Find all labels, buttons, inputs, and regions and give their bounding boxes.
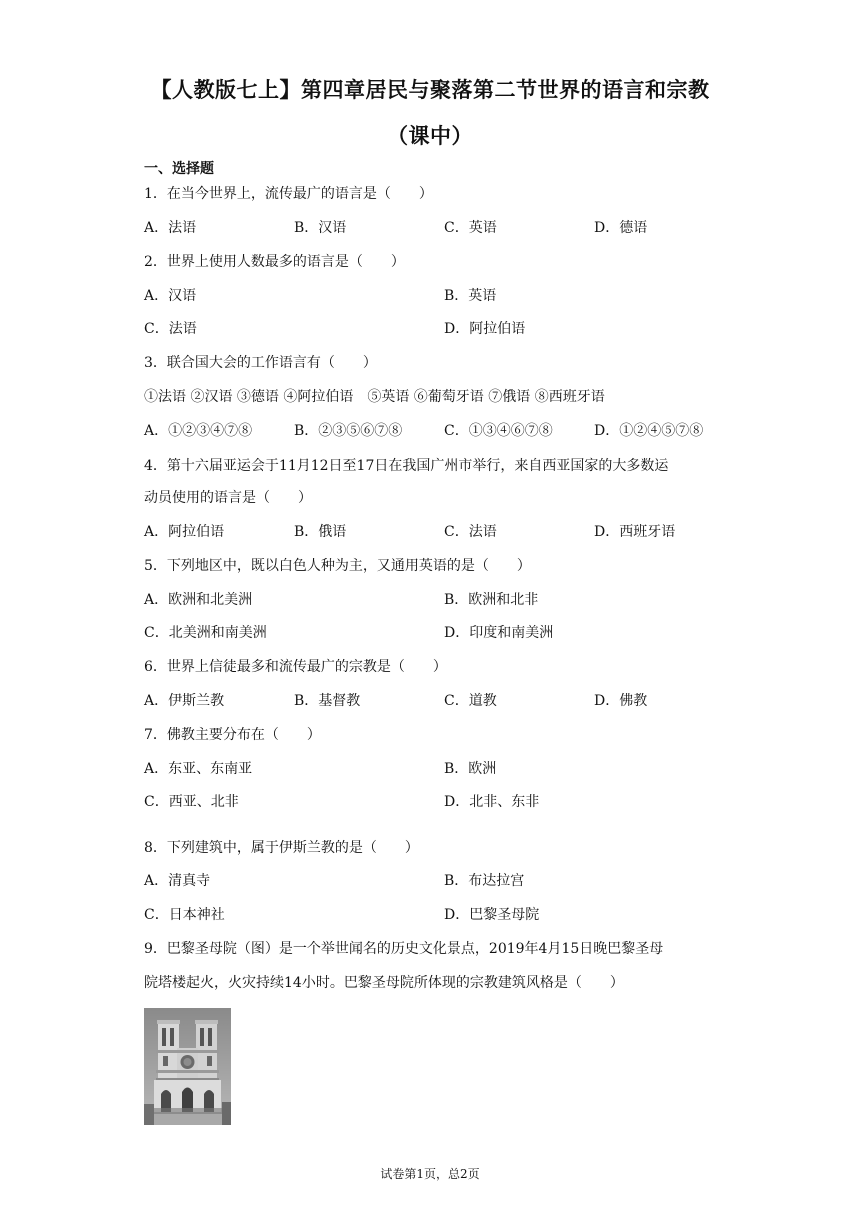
question-5-stem: 5．下列地区中，既以白色人种为主，又通用英语的是（ ） xyxy=(144,558,531,574)
question-8-stem: 8．下列建筑中，属于伊斯兰教的是（ ） xyxy=(144,840,419,856)
question-3-stem: 3．联合国大会的工作语言有（ ） xyxy=(144,355,377,371)
q5-option-b: B．欧洲和北非 xyxy=(444,592,539,608)
question-4-stem-cont: 动员使用的语言是（ ） xyxy=(144,490,312,506)
title-line-1: 【人教版七上】第四章居民与聚落第二节世界的语言和宗教 xyxy=(150,78,710,102)
q2-option-c: C．法语 xyxy=(144,321,197,337)
question-4-stem: 4．第十六届亚运会于11月12日至17日在我国广州市举行，来自西亚国家的大多数运 xyxy=(144,458,669,474)
q6-option-b: B．基督教 xyxy=(294,693,361,709)
question-2-stem: 2．世界上使用人数最多的语言是（ ） xyxy=(144,254,405,270)
q7-option-b: B．欧洲 xyxy=(444,761,497,777)
q3-option-b: B．②③⑤⑥⑦⑧ xyxy=(294,423,403,439)
q5-option-c: C．北美洲和南美洲 xyxy=(144,625,267,641)
q5-option-a: A．欧洲和北美洲 xyxy=(144,592,253,608)
title-line-2: （课中） xyxy=(387,124,473,148)
q4-option-a: A．阿拉伯语 xyxy=(144,524,225,540)
q1-option-c: C．英语 xyxy=(444,220,497,236)
q8-option-c: C．日本神社 xyxy=(144,907,225,923)
question-7-stem: 7．佛教主要分布在（ ） xyxy=(144,727,321,743)
q2-option-b: B．英语 xyxy=(444,288,497,304)
q7-option-d: D．北非、东非 xyxy=(444,794,540,810)
page-footer: 试卷第1页，总2页 xyxy=(380,1167,480,1181)
q3-option-c: C．①③④⑥⑦⑧ xyxy=(444,423,553,439)
q2-option-d: D．阿拉伯语 xyxy=(444,321,526,337)
q3-option-a: A．①②③④⑦⑧ xyxy=(144,423,253,439)
q1-option-d: D．德语 xyxy=(594,220,648,236)
question-9-stem-cont: 院塔楼起火，火灾持续14小时。巴黎圣母院所体现的宗教建筑风格是（ ） xyxy=(144,975,624,991)
q8-option-a: A．清真寺 xyxy=(144,873,211,889)
q1-option-a: A．法语 xyxy=(144,220,197,236)
q8-option-d: D．巴黎圣母院 xyxy=(444,907,540,923)
question-1-stem: 1．在当今世界上，流传最广的语言是（ ） xyxy=(144,186,433,202)
q2-option-a: A．汉语 xyxy=(144,288,197,304)
q7-option-c: C．西亚、北非 xyxy=(144,794,239,810)
q4-option-c: C．法语 xyxy=(444,524,497,540)
q8-option-b: B．布达拉宫 xyxy=(444,873,525,889)
section-heading: 一、选择题 xyxy=(144,161,214,177)
question-3-choices: ①法语 ②汉语 ③德语 ④阿拉伯语 ⑤英语 ⑥葡萄牙语 ⑦俄语 ⑧西班牙语 xyxy=(144,389,605,405)
question-6-stem: 6．世界上信徒最多和流传最广的宗教是（ ） xyxy=(144,659,447,675)
q6-option-c: C．道教 xyxy=(444,693,497,709)
q6-option-d: D．佛教 xyxy=(594,693,648,709)
notre-dame-photo xyxy=(144,1008,231,1125)
q4-option-b: B．俄语 xyxy=(294,524,347,540)
q4-option-d: D．西班牙语 xyxy=(594,524,676,540)
q5-option-d: D．印度和南美洲 xyxy=(444,625,554,641)
q3-option-d: D．①②④⑤⑦⑧ xyxy=(594,423,704,439)
q1-option-b: B．汉语 xyxy=(294,220,347,236)
q6-option-a: A．伊斯兰教 xyxy=(144,693,225,709)
q7-option-a: A．东亚、东南亚 xyxy=(144,761,253,777)
question-9-stem: 9．巴黎圣母院（图）是一个举世闻名的历史文化景点，2019年4月15日晚巴黎圣母 xyxy=(144,941,664,957)
